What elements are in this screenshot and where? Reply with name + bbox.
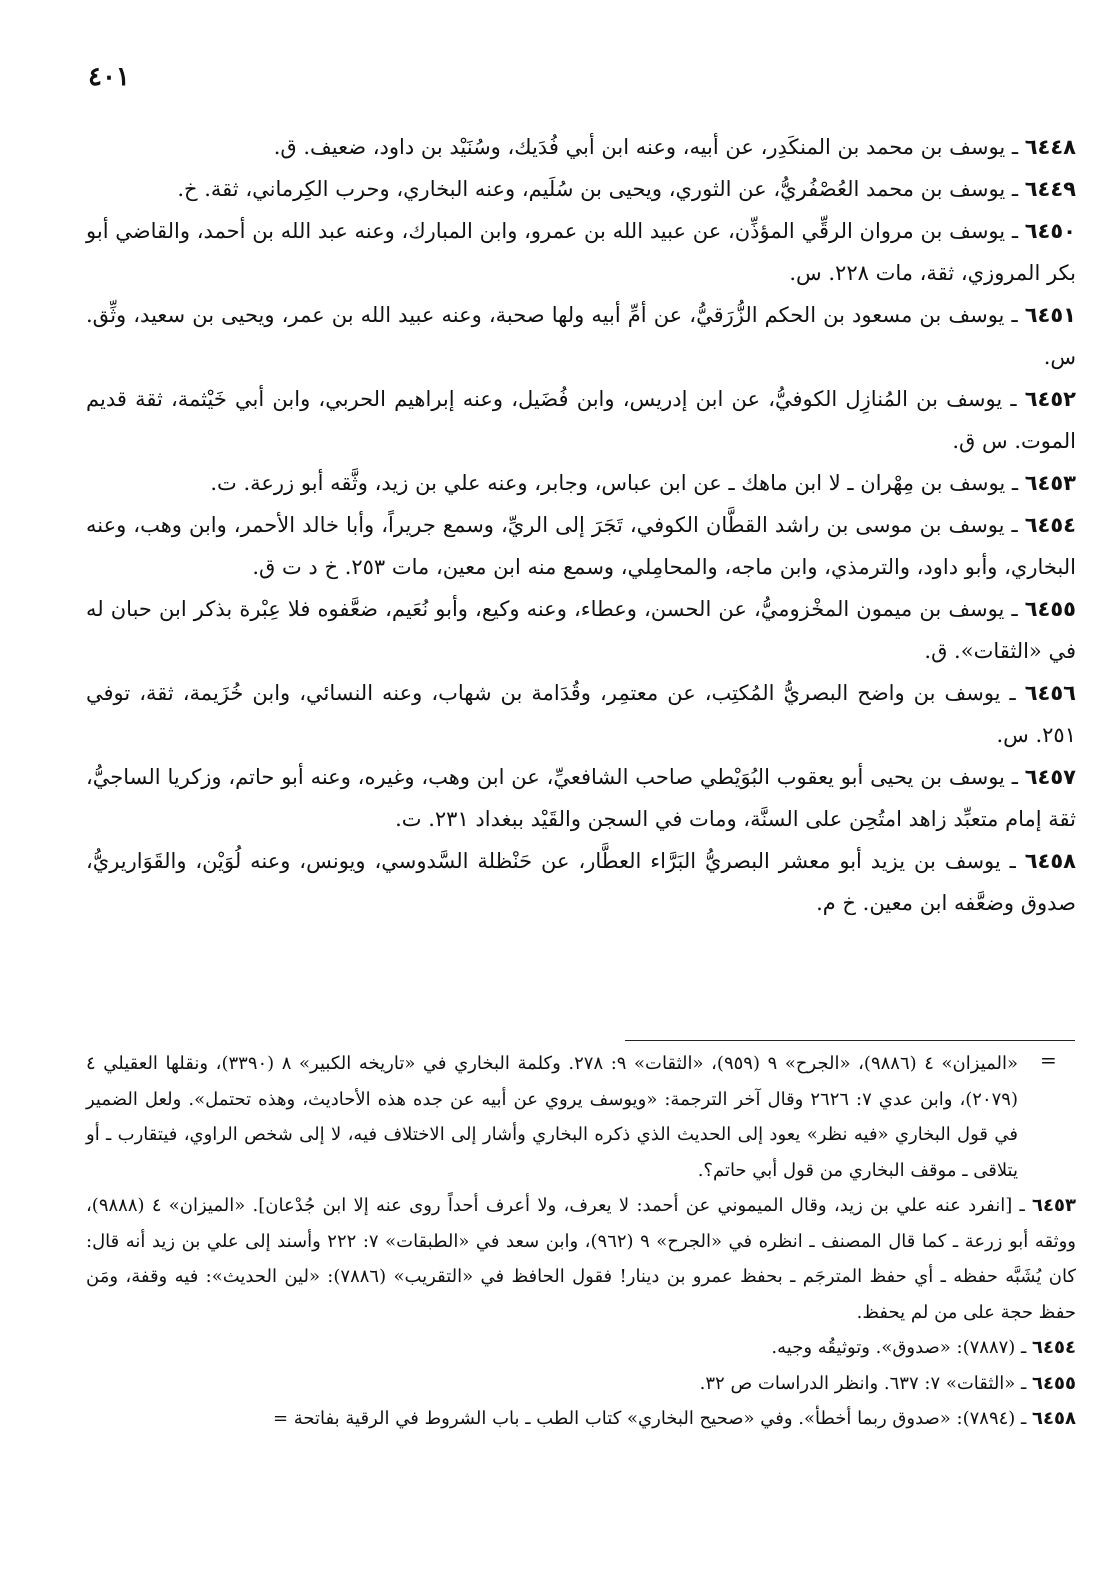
footnote [86, 1330, 1076, 1366]
entry [86, 756, 1076, 840]
footnote-number: ٦٤٥٤ [1032, 1337, 1076, 1358]
entry-number: ٦٤٤٩ [1024, 177, 1076, 201]
entry [86, 462, 1076, 504]
footnote-text: ـ [انفرد عنه علي بن زيد، وقال الميموني عن أحمد: لا يعرف، ولا أعرف أحداً روى عنه إلا ابن جُدْعان]. «الميزان» ٤ (٩٨٨٨)، ووثقه أبو زرعة ـ كما قال المصنف ـ انظره في «الجرح» ٩ (٩٦٢)، وابن سعد في «الطبقات» ٧: ٢٢٢ وأسند إلى علي بن زيد أنه قال: كان يُشَبَّه حفظه ـ أي حفظ المترجَم ـ بحفظ عمرو بن دينار! فقول الحافظ في «التقريب» (٧٨٨٦): «لين الحديث»: فيه وقفة، ومَن حفظ حجة على من لم يحفظ. [86, 1195, 1076, 1323]
page-number: ٤٠١ [88, 62, 130, 92]
entry-number: ٦٤٥٥ [1024, 597, 1076, 621]
footnote-number: ٦٤٥٥ [1032, 1372, 1076, 1394]
footnote [86, 1366, 1076, 1402]
entry-number: ٦٤٥٠ [1024, 219, 1076, 243]
entry-text: ـ يوسف بن مِهْران ـ لا ابن ماهك ـ عن ابن عباس، وجابر، وعنه علي بن زيد، وثَّقه أبو زرعة. ت. [210, 471, 1025, 495]
entry [86, 294, 1076, 378]
footnote-text: ـ (٧٨٨٧): «صدوق». وتوثيقُه وجيه. [771, 1337, 1033, 1358]
entry-number: ٦٤٥١ [1024, 303, 1076, 327]
footnote-text: ـ «الثقات» ٧: ٦٣٧. وانظر الدراسات ص ٣٢. [699, 1372, 1033, 1394]
entry-text: ـ يوسف بن مروان الرقِّي المؤذِّن، عن عبيد الله بن عمرو، وابن المبارك، وعنه عبد الله بن أحمد، والقاضي أبو بكر المروزي، ثقة، مات ٢٢٨. س. [86, 219, 1076, 285]
entry-text: ـ يوسف بن مسعود بن الحكم الزُّرَقيُّ، عن أمِّ أبيه ولها صحبة، وعنه عبيد الله بن عمر، ويحيى بن سعيد، وثِّق. س. [86, 303, 1076, 369]
footnote-text: «الميزان» ٤ (٩٨٨٦)، «الجرح» ٩ (٩٥٩)، «الثقات» ٩: ٢٧٨. وكلمة البخاري في «تاريخه الكبير» ٨ (٣٣٩٠)، ونقلها العقيلي ٤ (٢٠٧٩)، وابن عدي ٧: ٢٦٢٦ وقال آخر الترجمة: «ويوسف يروي عن أبيه عن جده هذه الأحاديث، وهذه تحتمل». ولعل الضمير في قول البخاري «فيه نظر» يعود إلى الحديث الذي ذكره البخاري وأشار إلى الاختلاف فيه، لا إلى شخص الراوي، فيتقارب ـ أو يتلاقى ـ موقف البخاري من قول أبي حاتم؟. [86, 1053, 1018, 1181]
entry [86, 672, 1076, 756]
continuation-mark: = [1040, 1048, 1057, 1072]
footnote [86, 1046, 1076, 1188]
entry-text: ـ يوسف بن محمد بن المنكَدِر، عن أبيه، وعنه ابن أبي فُدَيك، وسُنَيْد بن داود، ضعيف. ق. [273, 135, 1025, 159]
entries-list [86, 126, 1076, 924]
entry-number: ٦٤٥٦ [1024, 681, 1076, 705]
entry-number: ٦٤٥٣ [1024, 471, 1076, 495]
entry-text: ـ يوسف بن يزيد أبو معشر البصريُّ البَرَّاء العطَّار، عن حَنْظلة السَّدوسي، ويونس، وعنه لُوَيْن، والقَوَاريريُّ، صدوق وضعَّفه ابن معين. خ م. [86, 849, 1076, 915]
footnote-text: ـ (٧٨٩٤): «صدوق ربما أخطأ». وفي «صحيح البخاري» كتاب الطب ـ باب الشروط في الرقية بفاتحة = [272, 1408, 1033, 1429]
footnote [86, 1401, 1076, 1437]
entry-text: ـ يوسف بن واضح البصريُّ المُكتِب، عن معتمِر، وقُدَامة بن شهاب، وعنه النسائي، وابن خُزَيمة، ثقة، توفي ٢٥١. س. [86, 681, 1076, 747]
entry [86, 210, 1076, 294]
footnotes [86, 1046, 1076, 1437]
entry-text: ـ يوسف بن ميمون المخْزوميُّ، عن الحسن، وعطاء، وعنه وكيع، وأبو نُعَيم، ضعَّفوه فلا عِبْرة بذكر ابن حبان له في «الثقات». ق. [86, 597, 1076, 663]
entry-number: ٦٤٥٨ [1024, 849, 1076, 873]
entry-text: ـ يوسف بن يحيى أبو يعقوب البُوَيْطي صاحب الشافعيِّ، عن ابن وهب، وغيره، وعنه أبو حاتم، وزكريا الساجيُّ، ثقة إمام متعبِّد زاهد امتُحِن على السنَّة، ومات في السجن والقَيْد ببغداد ٢٣١. ت. [86, 765, 1076, 831]
entry-number: ٦٤٥٤ [1024, 513, 1076, 537]
entry [86, 840, 1076, 924]
entry-number: ٦٤٥٧ [1024, 765, 1076, 789]
entry [86, 588, 1076, 672]
entry-text: ـ يوسف بن موسى بن راشد القطَّان الكوفي، تَجَرَ إلى الريِّ، وسمع جريراً، وأبا خالد الأحمر، وابن وهب، وعنه البخاري، وأبو داود، والترمذي، وابن ماجه، والمحامِلي، وسمع منه ابن معين، مات ٢٥٣. خ د ت ق. [86, 513, 1076, 579]
entry-text: ـ يوسف بن المُنازِل الكوفيُّ، عن ابن إدريس، وابن فُضَيل، وعنه إبراهيم الحربي، وابن أبي خَيْثمة، ثقة قديم الموت. س ق. [86, 387, 1076, 453]
entry [86, 168, 1076, 210]
entry-number: ٦٤٤٨ [1024, 135, 1076, 159]
entry-text: ـ يوسف بن محمد العُصْفُريُّ، عن الثوري، ويحيى بن سُلَيم، وعنه البخاري، وحرب الكِرماني، ثقة. خ. [177, 177, 1025, 201]
footnote-number: ٦٤٥٨ [1032, 1408, 1076, 1429]
entry [86, 504, 1076, 588]
footnote [86, 1188, 1076, 1330]
entry [86, 126, 1076, 168]
footnote-number: ٦٤٥٣ [1032, 1195, 1076, 1216]
entry-number: ٦٤٥٢ [1024, 387, 1076, 411]
footnote-divider [625, 1040, 1075, 1041]
entry [86, 378, 1076, 462]
